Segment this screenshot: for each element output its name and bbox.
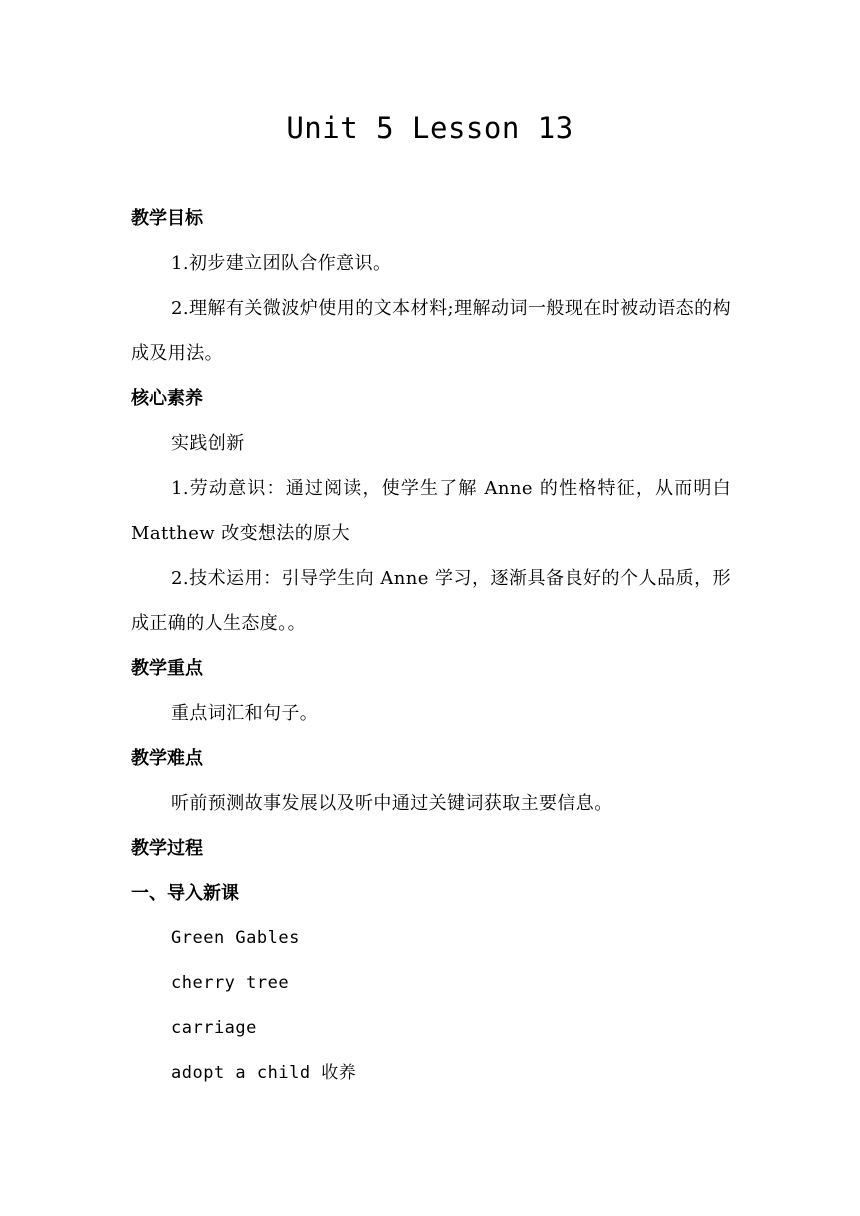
literacy-item: 1.劳动意识：通过阅读，使学生了解 Anne 的性格特征，从而明白 Matthew 改变想法的原大	[131, 478, 731, 544]
literacy-item: 2.技术运用：引导学生向 Anne 学习，逐渐具备良好的个人品质，形成正确的人生态度。。	[131, 568, 731, 634]
vocab-item: cherry tree	[171, 973, 290, 993]
objective-item: 1.初步建立团队合作意识。	[171, 253, 392, 274]
key-points-heading: 教学重点	[131, 658, 203, 679]
process-subheading: 一、导入新课	[131, 883, 239, 904]
document-title: Unit 5 Lesson 13	[286, 111, 574, 145]
process-heading: 教学过程	[131, 838, 203, 859]
objectives-heading: 教学目标	[131, 208, 203, 229]
difficulties-heading: 教学难点	[131, 748, 203, 769]
vocab-item: Green Gables	[171, 928, 300, 948]
document-body	[131, 196, 731, 1096]
vocab-item: adopt a child 收养	[171, 1063, 357, 1083]
literacy-heading: 核心素养	[131, 388, 203, 409]
key-point-item: 重点词汇和句子。	[171, 703, 319, 724]
literacy-item: 实践创新	[171, 433, 245, 454]
difficulty-item: 听前预测故事发展以及听中通过关键词获取主要信息。	[171, 793, 613, 814]
vocab-item: carriage	[171, 1018, 257, 1038]
objective-item: 2.理解有关微波炉使用的文本材料;理解动词一般现在时被动语态的构成及用法。	[131, 298, 731, 364]
